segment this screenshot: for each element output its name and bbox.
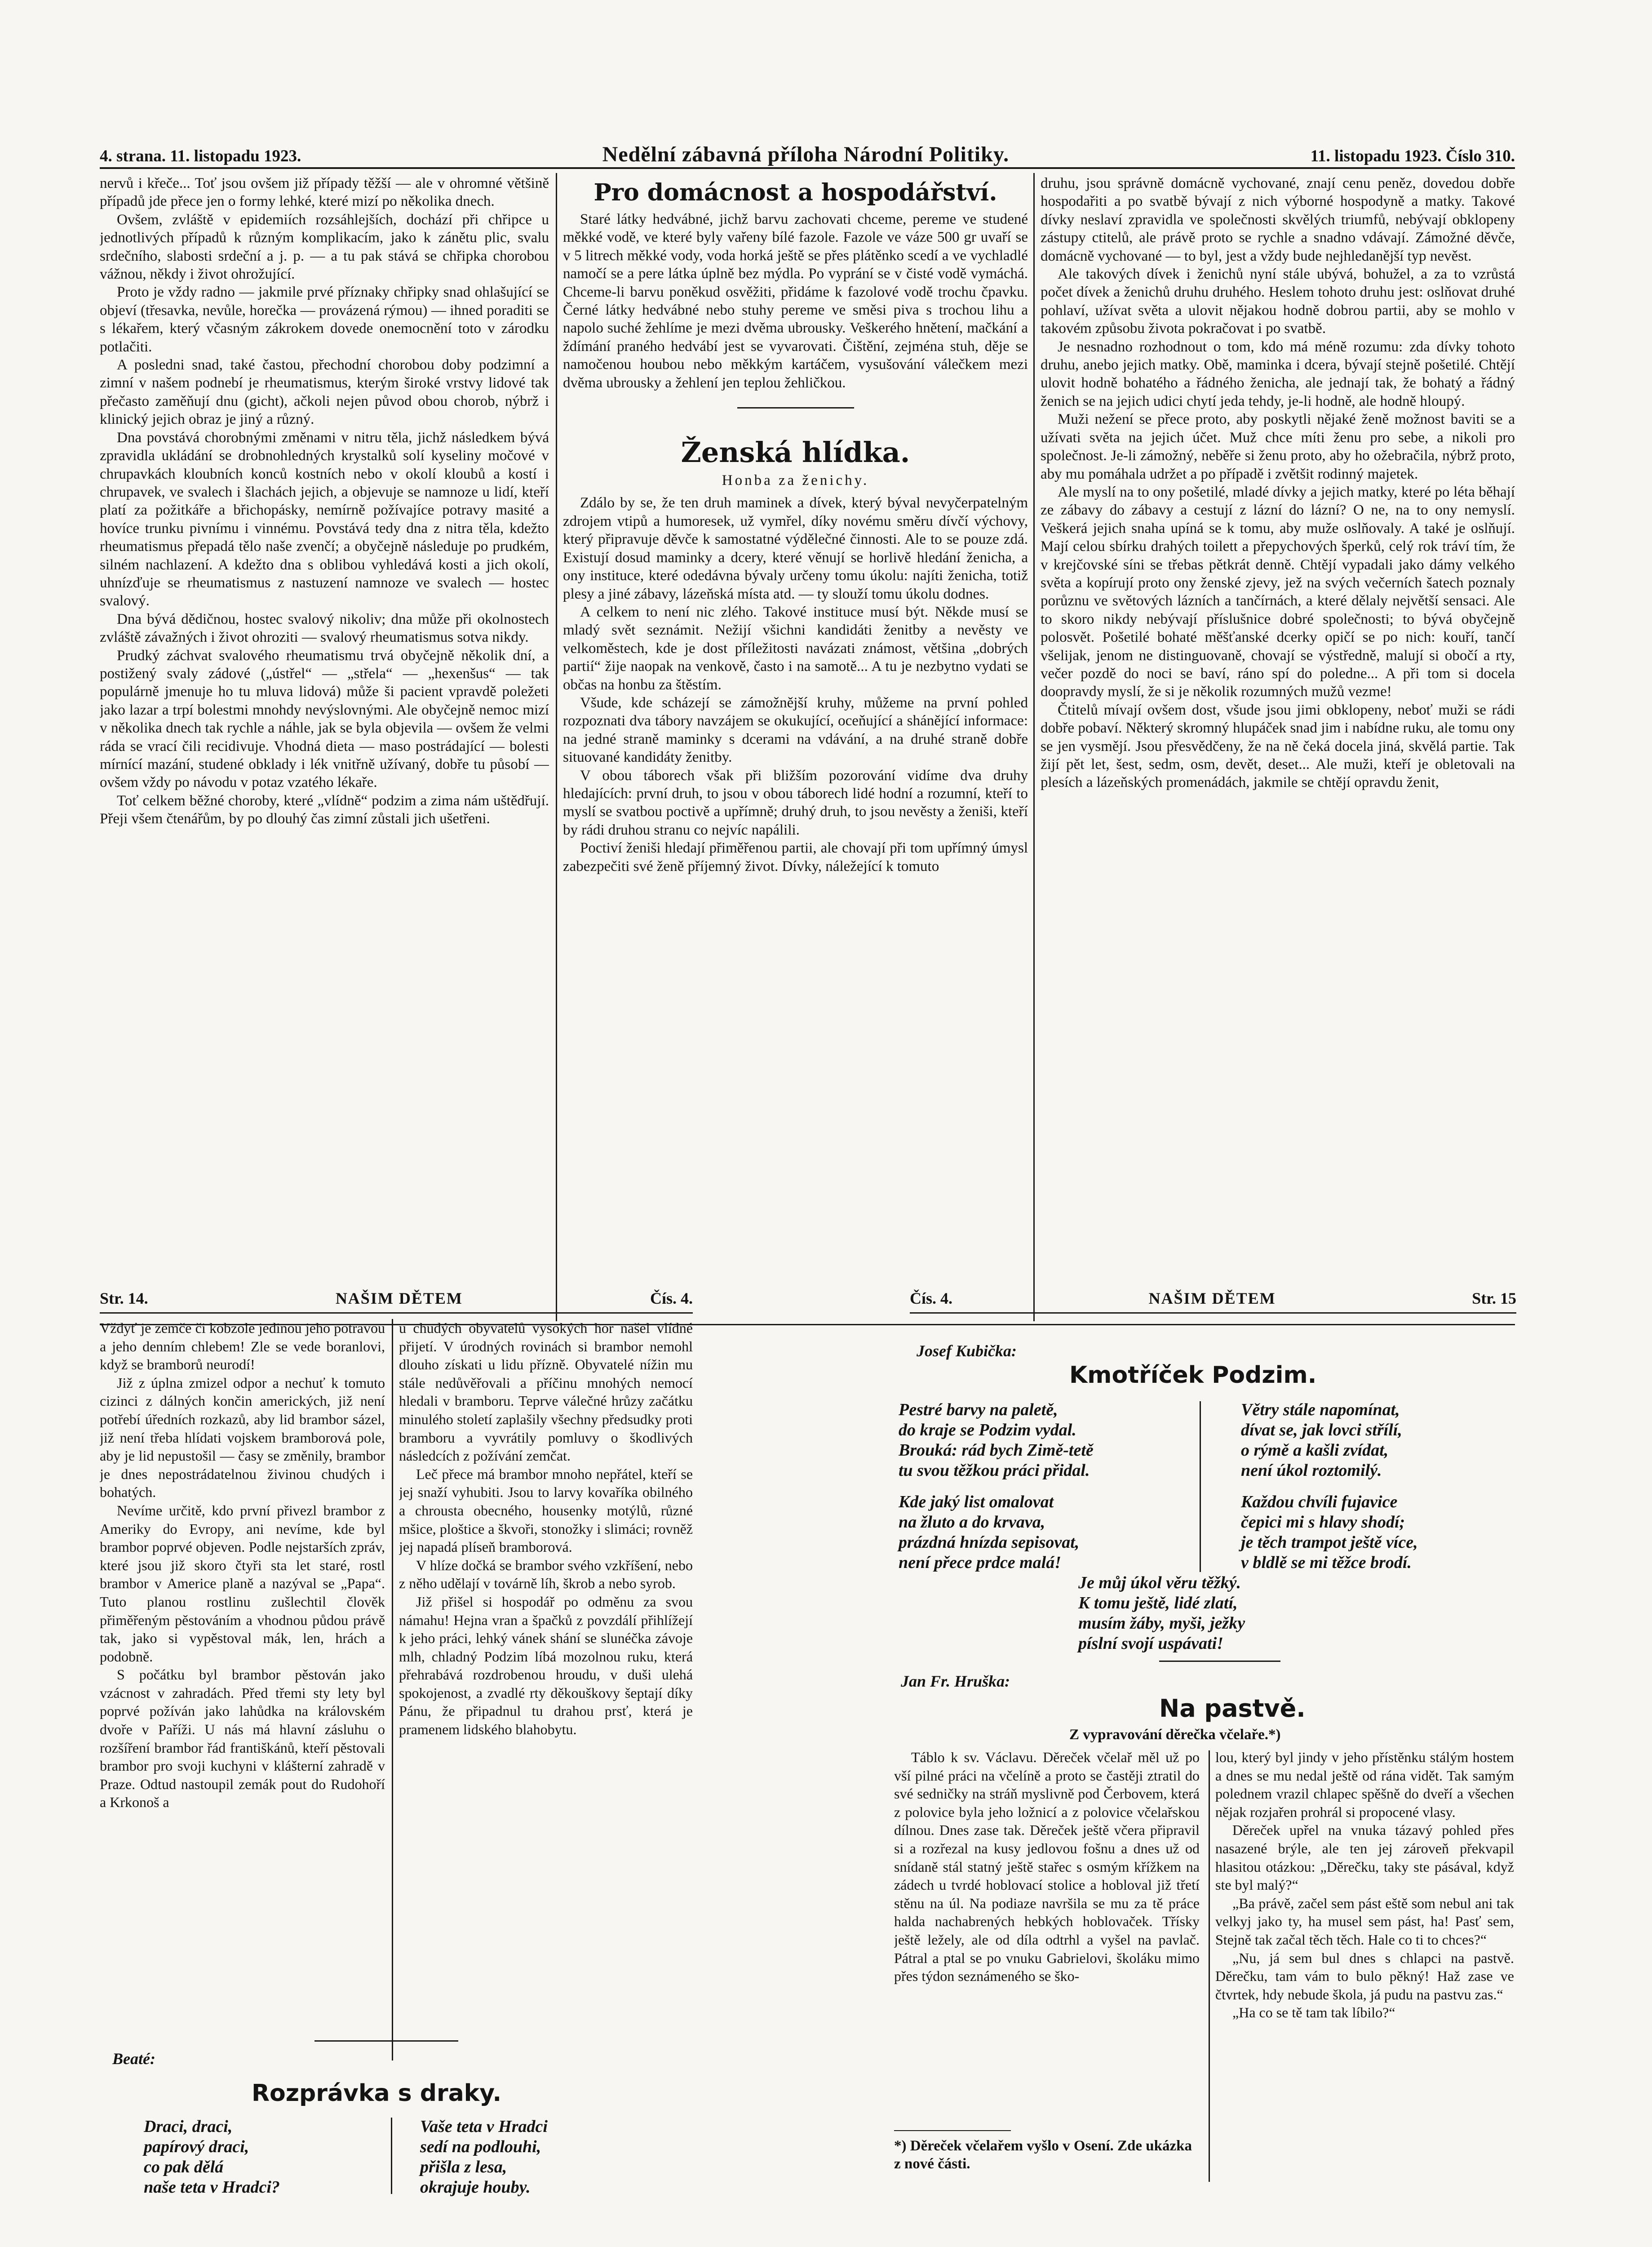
top-header-right: 11. listopadu 1923. Číslo 310. bbox=[1310, 147, 1515, 165]
womens-paragraph: druhu, jsou správně domácně vychované, znají cenu peněz, dovedou dobře hospodařiti a po svatbě bývají z nich výborné hospodyně a matky. Takové dívky neslaví zpravidla ve společnosti skvělých triumfů, nebývají obklopeny zástupy ctitelů, ale právě proto se rychle a snadno vdávají. Zámožné děvče, domácně vychované — to byl, jest a vždy bude nejhledanější typ nevěst. bbox=[1041, 175, 1515, 264]
bottom-left-header-rule bbox=[100, 1312, 693, 1314]
top-header-left: 4. strana. 11. listopadu 1923. bbox=[100, 147, 301, 165]
story-subtitle: Z vypravování děrečka včelaře.*) bbox=[1069, 1727, 1281, 1743]
story-column2 bbox=[1215, 1748, 1514, 2184]
womens-subheadline: Honba za ženichy. bbox=[722, 472, 869, 489]
story-paragraph: Táblo k sv. Václavu. Děreček včelař měl už po vší pilné práci na včelíně a proto se častěji ztratil do své sedničky na stráň myslivně pod Čerbovem, která z polovice byla jeho ložnicí a z polovice včelařskou dílnou. Dnes zase tak. Děreček ještě včera připravil si a rozřezal na kusy jedlovou fošnu a dnes už od snídaně stál statný ještě stařec s osmým křížkem na zádech u tvrdé hoblovací stolice a hobloval již třetí stěnu na úl. Na podiaze navršila se mu za tě práce halda nachabrených hebkých hoblovaček. Třísky ještě ležely, ale od díla odtrhl a vyšel na pavlač. Pátral a ptal se po vnuku Gabrielovi, školáku mimo přes týdon seznámeného se ško- bbox=[894, 1749, 1200, 1985]
story-paragraph: „Ha co se tě tam tak líbilo?“ bbox=[1232, 2004, 1395, 2021]
womens-paragraph: Je nesnadno rozhodnout o tom, kdo má méně rozumu: zda dívky tohoto druhu, anebo jejich matky. Obě, maminka i dcera, bývají stejně pošetilé. Chtějí ulovit hodně bohatého a řádného ženicha, ale jednají tak, že bohatý a řádný ženich se na jejich udici chytí jeda tehdy, je-li hodně, ale hodně hloupý. bbox=[1041, 338, 1515, 409]
article-paragraph: Ovšem, zvláště v epidemiích rozsáhlejších, dochází při chřipce u jednotlivých případů k různým komplikacím, jako k zánětu plic, svalu srdečního, slabosti srdeční a j. p. — a tu pak stává se chřipka chorobou vážnou, někdy i život ohrožující. bbox=[100, 211, 549, 283]
article-paragraph: Toť celkem běžné choroby, které „vlídně“ podzim a zima nám uštědřují. Přeji všem čtenářům, by po dlouhý čas zimní zůstali jich ušetřeni. bbox=[100, 792, 549, 827]
womens-headline: Ženská hlídka. bbox=[681, 436, 910, 469]
womens-paragraph: Zdálo by se, že ten druh maminek a dívek, který býval nevyčerpatelným zdrojem vtipů a humoresek, už vymřel, díky novému směru dívčí výchovy, který připravuje děvče k samostatné výdělečné činnosti. Ale to se pouze zdá. Existují dosud maminky a dcery, které věnují se horlivě hledání ženicha, a ony instituce, které odedávna bývaly určeny tomu úkolu: najíti ženicha, totiž plesy a jiné zábavy, lázeňská místa atd. — ty slouží tomu úkolu dodnes. bbox=[563, 495, 1028, 602]
poem-author: Josef Kubička: bbox=[917, 1342, 1017, 1360]
bottom-right-issue-number: Čís. 4. bbox=[910, 1289, 953, 1307]
poem-stanza: Je můj úkol věru těžký. K tomu ještě, lidé zlatí, musím žáby, myši, ježky píslní svojí uspávati! bbox=[1078, 1573, 1245, 1653]
potato-paragraph: S počátku byl brambor pěstován jako vzácnost v zahradách. Před třemi sty lety byl poprvé požíván jako lahůdka na královském dvoře v Paříži. U nás má hlavní zásluhu o rozšíření brambor řád františkánů, kteří pěstovali brambor pro svoji kuchyni v klášterní zahradě v Praze. Odtud nastoupil zemák pout do Rudohoří a Krkonoš a bbox=[100, 1666, 385, 1811]
top-header-title: Nedělní zábavná příloha Národní Politiky. bbox=[602, 142, 1010, 166]
womens-paragraph: Všude, kde scházejí se zámožnější kruhy, můžeme na první pohled rozpoznati dva tábory navzájem se okukující, oceňující a shánějící informace: na jedné straně maminky s dcerami na vdávání, a na druhé straně dobře situované kandidáty ženitby. bbox=[563, 694, 1028, 766]
household-headline: Pro domácnost a hospodářství. bbox=[593, 179, 997, 206]
column-divider bbox=[392, 1319, 393, 2060]
household-paragraph: Staré látky hedvábné, jichž barvu zachovati chceme, pereme ve studené měkké vodě, ve které byly vařeny bílé fazole. Fazole ve váze 500 gr uvaří se v 5 litrech měkké vody, voda horká ještě se přes plátěnko scedí a ve vychladlé namočí se a pere látka úplně bez mýdla. Po vyprání se v čisté vodě vymáchá. Chceme-li barvu poněkud osvěžiti, přidáme k fazolové vodě trochu čpavku. Černé látky hedvábné nebo stuhy pereme ve směsi piva s trochou lihu a napolo suché žehlíme je mezi dvěma ubrousky. Veškerého hnětení, mačkání a ždímání praného hedvábí jest se vyvarovati. Čištění, zejména stuh, děje se namočenou houbou nebo měkkým kartáčem, vysušování válečkem mezi dvěma ubrousky a žehlení jen teplou žehličkou. bbox=[563, 211, 1028, 391]
top-header bbox=[100, 142, 1515, 167]
potato-paragraph: Již přišel si hospodář po odměnu za svou námahu! Hejna vran a špačků z povzdálí přihlížejí k jeho práci, lehký vánek shání se slunéčka závoje mlh, chladný Podzim líbá mozolnou ruku, která přehrabává rozdrobenou hroudu, v duši ulehá spokojenost, a zvadlé rty děkouškovy šeptají díky Pánu, že připadnul tu drahou prsť, která je pramenem lidského blahobytu. bbox=[399, 1593, 693, 1738]
column-divider bbox=[1209, 1750, 1210, 2182]
womens-paragraph: Poctiví ženiši hledají přiměřenou partii, ale chovají při tom upřímný úmysl zabezpečiti své ženě příjemný život. Dívky, náležející k tomuto bbox=[563, 840, 1028, 875]
potato-article-col1 bbox=[100, 1319, 385, 2065]
story-author: Jan Fr. Hruška: bbox=[901, 1672, 1010, 1690]
story-paragraph: lou, který byl jindy v jeho přístěnku stálým hostem a dnes se mu nedal ještě od rána vidět. Tak samým polednem vrazil chlapec spěšně do dveří a všechen nějak rozjařen prohrál si propocené vlasy. bbox=[1215, 1749, 1514, 1820]
bottom-left-issue-number: Čís. 4. bbox=[650, 1289, 693, 1307]
article-paragraph: Proto je vždy radno — jakmile prvé příznaky chřipky snad ohlašující se objeví (třesavka, nevůle, horečka — provázená rýmou) — ihned poraditi se s lékařem, který včasným zákrokem dovede onemocnění toto v zárodku potlačiti. bbox=[100, 284, 549, 355]
poem-stanza: Každou chvíli fujavice čepici mi s hlavy shodí; je těch trampot ještě více, v bldlě se mi těžce brodí. bbox=[1241, 1492, 1418, 1572]
bottom-right-section-title: NAŠIM DĚTEM bbox=[1148, 1289, 1276, 1307]
dragon-poem-credit: Beaté: bbox=[112, 2050, 155, 2068]
potato-paragraph: Leč přece má brambor mnoho nepřátel, kteří se jej snaží vyhubiti. Jsou to larvy kovaříka obilného a chrousta obecného, housenky motýlů, různé mšice, ploštice a škvoři, stonožky i slimáci; rovněž jej napadá plíseň bramborová. bbox=[399, 1465, 693, 1555]
poem-stanza: Pestré barvy na paletě, do kraje se Podzim vydal. Brouká: rád bych Zimě-tetě tu svou těžkou práci přidal. bbox=[899, 1400, 1094, 1480]
poem-stanza: Kde jaký list omalovat na žluto a do krvava, prázdná hnízda sepisovat, není přece prdce malá! bbox=[899, 1492, 1080, 1572]
bottom-left-header bbox=[100, 1289, 693, 1308]
womens-paragraph: V obou táborech však při bližším pozorování vidíme dva druhy hledajících: první druh, to jsou v obou táborech lidé hodní a rozumní, kteří to myslí se svatbou poctivě a upřímně; druhý druh, to jsou nevěsty a ženiši, kteří by rádi druhou stranu co nejvíc napálili. bbox=[563, 767, 1028, 838]
potato-paragraph: V hlíze dočká se brambor svého vzkříšení, nebo z něho udělají v továrně líh, škrob a nebo syrob. bbox=[399, 1557, 693, 1592]
poem-stanza: Větry stále napomínat, dívat se, jak lovci střílí, o rýmě a kašli zvídat, není úkol roztomilý. bbox=[1241, 1400, 1402, 1480]
article-paragraph: nervů i křeče... Toť jsou ovšem již případy těžší — ale v ohromné většině případů jde přece jen o formy lehké, které mizí po několika dnech. bbox=[100, 175, 549, 210]
dragon-poem-right-stanza: Vaše teta v Hradci sedí na podlouhi, přišla z lesa, okrajuje houby. bbox=[420, 2117, 548, 2197]
top-header-rule bbox=[100, 167, 1515, 169]
potato-paragraph: Již z úplna zmizel odpor a nechuť k tomuto cizinci z dálných končin amerických, již není potřebí úředních rozkazů, aby lid brambor sázel, již není třeba hlídati vojskem bramborová pole, aby je lid nepustošil — časy se změnily, brambor je dnes nepostrádatelnou živinou chudých i bohatých. bbox=[100, 1374, 385, 1501]
story-column1 bbox=[894, 1748, 1200, 2126]
column-divider bbox=[556, 173, 557, 1321]
section-divider bbox=[737, 407, 854, 409]
section-divider bbox=[1159, 1661, 1280, 1662]
column-divider bbox=[1033, 173, 1035, 1321]
bottom-left-section-title: NAŠIM DĚTEM bbox=[335, 1289, 463, 1307]
dragon-poem-left-stanza: Draci, draci, papírový draci, co pak dělá naše teta v Hradci? bbox=[144, 2117, 280, 2197]
section-divider bbox=[314, 2040, 458, 2042]
article-health-column bbox=[100, 174, 549, 1321]
womens-paragraph: A celkem to není nic zlého. Takové instituce musí být. Někde musí se mladý svět seznámit. Nežijí všichni kandidáti ženitby a nevěsty ve velkoměstech, kde je dost příležitosti navázati známost, většina „dobrých partií“ žije naopak na venkově, často i na samotě... A tu je nezbytno vydati se občas na honbu za štěstím. bbox=[563, 604, 1028, 693]
footnote-rule bbox=[894, 2130, 1011, 2131]
bottom-right-header-rule bbox=[910, 1312, 1516, 1314]
article-paragraph: Dna povstává chorobnými změnami v nitru těla, jichž následkem bývá zpravidla ukládání se drobnohledných krystalků solí kyseliny močové v chrupavkách kloubních konců kostních nebo v okolí kloubů a kostí i chrupavek, ve svalech i šlachách jejich, a objevuje se namnoze u lidí, kteří platí za požitkáře a břichopásky, nemírně požívajíce potravy masité a hovíce trunku pivnímu i vinnému. Povstává tedy dna z nitra těla, kdežto rheumatismus přepadá tělo naše zvenčí; a obyčejně následuje po prudkém, silném nachlazení. A kdežto dna s oblibou vyhledává kosti a jich okolí, uhnízďuje se rheumatismus z nastuzení namnoze ve svalech — hostec svalový. bbox=[100, 429, 549, 609]
bottom-right-header bbox=[910, 1289, 1516, 1308]
article-paragraph: Dna bývá dědičnou, hostec svalový nikoliv; dna může při okolnostech zvláště závažných i život ohroziti — svalový rheumatismus sotva nikdy. bbox=[100, 611, 549, 646]
poem-divider bbox=[391, 2118, 392, 2194]
womens-paragraph: Čtitelů mívají ovšem dost, všude jsou jimi obklopeny, neboť muži se rádi dobře pobaví. Některý skromný hlupáček snad jim i nabídne ruku, ale tomu ony se jen vysmějí. Jsou přesvědčeny, že na ně čeká docela jiná, skvělá partie. Tak žijí pět let, šest, sedm, osm, devět, deset... Ale muži, kteří je obletovali na plesích a lázeňských promenádách, jakmile se chtějí opravdu ženit, bbox=[1041, 702, 1515, 791]
story-title: Na pastvě. bbox=[1159, 1694, 1306, 1723]
poem-divider bbox=[1200, 1401, 1201, 1572]
potato-paragraph: u chudých obyvatelů vysokých hor našel vlídné přijetí. V úrodných rovinách si brambor nemohl dlouho získati u lidu přízně. Obyvatelé nížin mu stále nedůvěřovali a příčinu mnohých nemocí hledali v bramboru. Teprve válečné hrůzy začátku minulého století zaplašily všechny předsudky proti bramboru a vyvrátily pomluvy o škodlivých následcích z požívání zemčat. bbox=[399, 1320, 693, 1464]
womens-paragraph: Ale takových dívek i ženichů nyní stále ubývá, bohužel, a za to vzrůstá počet dívek a ženichů druhu druhého. Heslem tohoto druhu jest: oslňovat druhé pohlaví, užívat světa a ulovit nějakou hodně dobrou partii, aby se mohlo v takovém způsobu života pokračovat i po svatbě. bbox=[1041, 266, 1515, 337]
poem-title: Kmotříček Podzim. bbox=[1069, 1362, 1317, 1389]
story-footnote: *) Děreček včelařem vyšlo v Osení. Zde ukázka z nové části. bbox=[894, 2138, 1192, 2172]
womens-paragraph: Ale myslí na to ony pošetilé, mladé dívky a jejich matky, které po léta běhají ze zábavy do zábavy a cestují z lázní do lázní? O ne, na to ony nemyslí. Veškerá jejich snaha upíná se k tomu, aby muže oslňovaly. A také je oslňují. Mají celou sbírku drahých toilett a přepychových šperků, celý rok tráví tím, že v krejčovské síni se třebas pětkrát denně. Chtějí vypadali jako dámy velkého světa a kopírují proto ony ženské zjevy, jež na svých večerních šatech poznaly porůznu ve světových lázních a tančírnách, a které dělaly největší sensaci. Ale to skoro nikdy nebývají příslušnice dobré společnosti; to bývá obyčejně polosvět. Pošetilé bohaté měšťanské dcerky opičí se po nich: kouří, tančí všelijak, jenom ne distinguovaně, chovají se výstředně, malují si obočí a rty, večer pozdě do noci se baví, ráno spí do poledne... A při tom si docela doopravdy myslí, že si je několik rozumných mužů vezme! bbox=[1041, 484, 1515, 700]
household-column bbox=[563, 174, 1028, 1321]
bottom-right-page-number: Str. 15 bbox=[1472, 1289, 1516, 1307]
potato-article-col2 bbox=[399, 1319, 693, 2065]
potato-paragraph: Nevíme určitě, kdo první přivezl brambor z Ameriky do Evropy, ani nevíme, kde byl brambor poprvé objeven. Podle nejstarších zpráv, které jsou již skoro čtyři sta let staré, rostl brambor v Americe planě a nazýval se „Papa“. Tuto planou rostlinu zušlechtil člověk přiměřeným pěstováním a vhodnou půdou právě tak, jako si vypěstoval mák, len, hrách a podobně. bbox=[100, 1502, 385, 1665]
dragon-poem-title: Rozprávka s draky. bbox=[252, 2080, 502, 2107]
story-paragraph: „Ba právě, začel sem pást eště som nebul ani tak velkyj jako ty, ha musel sem pást, ha! Pasť sem, Stejně tak začal těch těch. Hale co ti to chces?“ bbox=[1215, 1895, 1514, 1948]
story-paragraph: „Nu, já sem bul dnes s chlapci na pastvě. Děrečku, tam vám to bulo pěkný! Haž zase ve čtvrtek, hdy nebude škola, já pudu na pastvu zas.“ bbox=[1215, 1949, 1514, 2003]
article-paragraph: A posledni snad, také častou, přechodní chorobou doby podzimní a zimní v našem podnebí je rheumatismus, kterým široké vrstvy lidové tak přečasto zaměňují dnu (gicht), ačkoli nejen původ obou chorob, nýbrž i klinický jejich obraz je jiný a různý. bbox=[100, 357, 549, 428]
womens-continued-column bbox=[1041, 174, 1515, 1321]
potato-paragraph: Vždyť je zemče či kobzole jedinou jeho potravou a jeho denním chlebem! Zle se vede boranlovi, když se bramborů neurodí! bbox=[100, 1320, 385, 1373]
article-paragraph: Prudký záchvat svalového rheumatismu trvá obyčejně několik dní, a postižený svaly zádové („ústřel“ — „střela“ — „hexenšus“ — tak populárně jmenuje ho tu mluva lidová) může ši pacient vpravdě poležeti jako lazar a trpí bolestmi mnohdy nevýslovnými. Ale obyčejně nemoc mizí v několika dnech tak rychle a náhle, jak se byla objevila — ovšem že velmi ráda se vrací čili recidivuje. Vhodná dieta — maso postrádající — bolesti mírnící mazání, studené obklady i lék vnitřně užívaný, dobře tu působí — ovšem vždy po návodu v potaz vzatého lékaře. bbox=[100, 647, 549, 791]
bottom-left-page-number: Str. 14. bbox=[100, 1289, 148, 1307]
story-paragraph: Děreček upřel na vnuka tázavý pohled přes nasazené brýle, ale ten jej zároveň překvapil hlasitou otázkou: „Děrečku, taky ste pásával, když ste byl malý?“ bbox=[1215, 1822, 1514, 1893]
womens-paragraph: Muži nežení se přece proto, aby poskytli nějaké ženě možnost baviti se a užívati světa na jejich účet. Muž chce míti ženu pro sebe, a nikoli pro společnost. Je-li zámožný, neběře si ženu proto, aby ho ožebračila, nýbrž proto, aby mu pomáhala udržet a po případě i zvětšit rodinný majetek. bbox=[1041, 411, 1515, 482]
